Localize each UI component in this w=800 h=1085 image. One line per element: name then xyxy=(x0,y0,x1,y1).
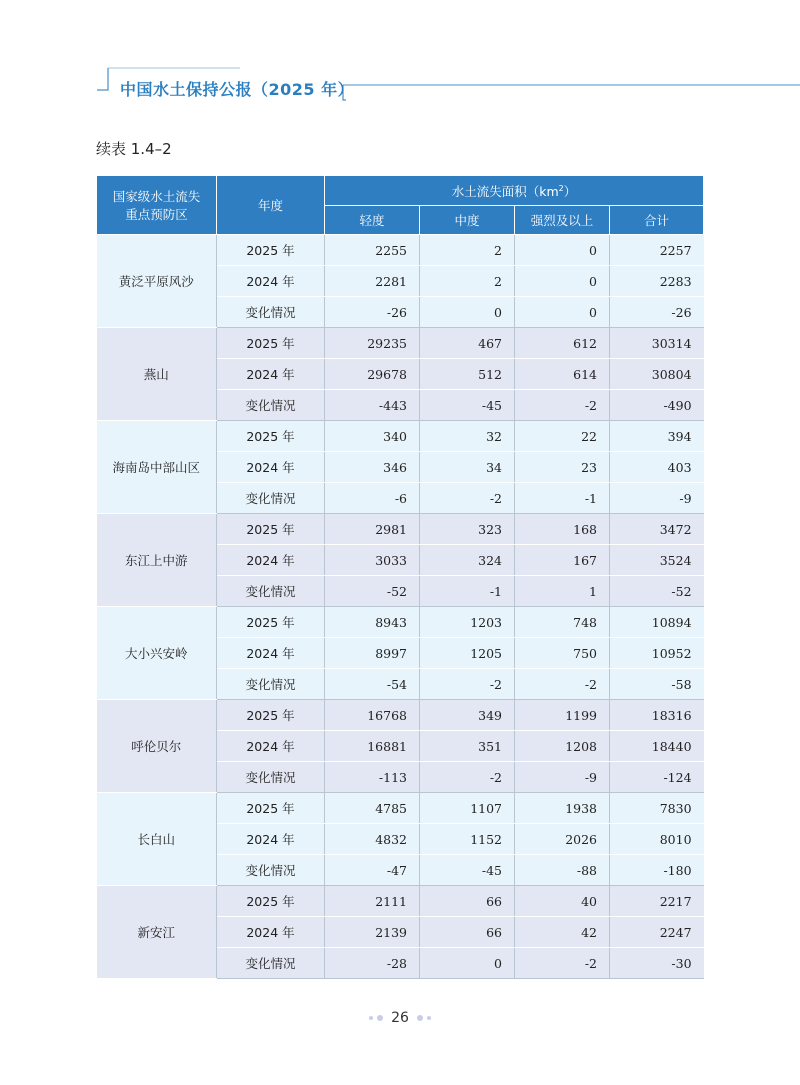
value-cell: -30 xyxy=(610,948,704,979)
value-cell: -6 xyxy=(325,483,420,514)
value-cell: 0 xyxy=(515,235,610,266)
value-cell: 2283 xyxy=(610,266,704,297)
year-cell: 2024 年 xyxy=(217,824,325,855)
value-cell: -2 xyxy=(420,483,515,514)
value-cell: 8010 xyxy=(610,824,704,855)
value-cell: 23 xyxy=(515,452,610,483)
year-cell: 2025 年 xyxy=(217,514,325,545)
region-cell: 长白山 xyxy=(97,793,217,886)
value-cell: -113 xyxy=(325,762,420,793)
value-cell: 66 xyxy=(420,886,515,917)
year-cell: 2024 年 xyxy=(217,359,325,390)
dot-icon xyxy=(417,1015,423,1021)
value-cell: -1 xyxy=(515,483,610,514)
value-cell: 16881 xyxy=(325,731,420,762)
table-row xyxy=(97,607,704,638)
value-cell: 1208 xyxy=(515,731,610,762)
value-cell: -2 xyxy=(420,669,515,700)
region-cell: 呼伦贝尔 xyxy=(97,700,217,793)
value-cell: 4832 xyxy=(325,824,420,855)
dot-icon xyxy=(377,1015,383,1021)
value-cell: 167 xyxy=(515,545,610,576)
table-row xyxy=(97,421,704,452)
year-cell: 变化情况 xyxy=(217,390,325,421)
year-cell: 变化情况 xyxy=(217,576,325,607)
value-cell: -52 xyxy=(610,576,704,607)
value-cell: 32 xyxy=(420,421,515,452)
year-cell: 2024 年 xyxy=(217,638,325,669)
value-cell: 1203 xyxy=(420,607,515,638)
value-cell: 2026 xyxy=(515,824,610,855)
value-cell: 18316 xyxy=(610,700,704,731)
value-cell: 2139 xyxy=(325,917,420,948)
value-cell: 1152 xyxy=(420,824,515,855)
value-cell: 30314 xyxy=(610,328,704,359)
table-row xyxy=(97,328,704,359)
value-cell: 750 xyxy=(515,638,610,669)
year-cell: 2025 年 xyxy=(217,328,325,359)
value-cell: -26 xyxy=(325,297,420,328)
value-cell: 346 xyxy=(325,452,420,483)
year-cell: 变化情况 xyxy=(217,762,325,793)
value-cell: -54 xyxy=(325,669,420,700)
value-cell: 349 xyxy=(420,700,515,731)
value-cell: 29678 xyxy=(325,359,420,390)
value-cell: 340 xyxy=(325,421,420,452)
value-cell: 40 xyxy=(515,886,610,917)
value-cell: 394 xyxy=(610,421,704,452)
year-cell: 变化情况 xyxy=(217,855,325,886)
year-cell: 2025 年 xyxy=(217,793,325,824)
running-header xyxy=(0,60,800,110)
table-row xyxy=(97,514,704,545)
region-cell: 东江上中游 xyxy=(97,514,217,607)
region-cell: 新安江 xyxy=(97,886,217,979)
year-cell: 变化情况 xyxy=(217,669,325,700)
value-cell: 324 xyxy=(420,545,515,576)
header-severe: 强烈及以上 xyxy=(515,206,610,235)
value-cell: 3472 xyxy=(610,514,704,545)
year-cell: 2025 年 xyxy=(217,421,325,452)
dot-icon xyxy=(427,1016,431,1020)
value-cell: 612 xyxy=(515,328,610,359)
year-cell: 2024 年 xyxy=(217,917,325,948)
value-cell: 10952 xyxy=(610,638,704,669)
value-cell: 2111 xyxy=(325,886,420,917)
value-cell: -9 xyxy=(610,483,704,514)
year-cell: 2024 年 xyxy=(217,452,325,483)
page-number-text: 26 xyxy=(391,1010,409,1026)
value-cell: -490 xyxy=(610,390,704,421)
header-region-line1: 国家级水土流失 xyxy=(112,189,201,204)
year-cell: 2024 年 xyxy=(217,266,325,297)
value-cell: -1 xyxy=(420,576,515,607)
value-cell: 323 xyxy=(420,514,515,545)
table-body xyxy=(97,235,704,979)
value-cell: 0 xyxy=(420,297,515,328)
table-row xyxy=(97,235,704,266)
table-row xyxy=(97,886,704,917)
value-cell: 2217 xyxy=(610,886,704,917)
table-caption: 续表 1.4–2 xyxy=(96,140,172,158)
value-cell: 2255 xyxy=(325,235,420,266)
value-cell: 467 xyxy=(420,328,515,359)
value-cell: 4785 xyxy=(325,793,420,824)
header-total: 合计 xyxy=(610,206,704,235)
year-cell: 2025 年 xyxy=(217,886,325,917)
value-cell: 403 xyxy=(610,452,704,483)
value-cell: 34 xyxy=(420,452,515,483)
value-cell: 3524 xyxy=(610,545,704,576)
header-mild: 轻度 xyxy=(325,206,420,235)
value-cell: 748 xyxy=(515,607,610,638)
header-area: 水土流失面积$(km^2)$ xyxy=(325,176,704,206)
value-cell: -180 xyxy=(610,855,704,886)
value-cell: 8997 xyxy=(325,638,420,669)
value-cell: 42 xyxy=(515,917,610,948)
value-cell: -26 xyxy=(610,297,704,328)
header-region-line2: 重点预防区 xyxy=(125,207,188,222)
value-cell: 614 xyxy=(515,359,610,390)
value-cell: 2247 xyxy=(610,917,704,948)
year-cell: 2025 年 xyxy=(217,607,325,638)
value-cell: 1199 xyxy=(515,700,610,731)
value-cell: 512 xyxy=(420,359,515,390)
region-cell: 燕山 xyxy=(97,328,217,421)
value-cell: -45 xyxy=(420,855,515,886)
value-cell: 16768 xyxy=(325,700,420,731)
table-row xyxy=(97,700,704,731)
region-cell: 大小兴安岭 xyxy=(97,607,217,700)
value-cell: 168 xyxy=(515,514,610,545)
value-cell: -58 xyxy=(610,669,704,700)
header-moderate: 中度 xyxy=(420,206,515,235)
year-cell: 变化情况 xyxy=(217,948,325,979)
year-cell: 2024 年 xyxy=(217,731,325,762)
value-cell: 7830 xyxy=(610,793,704,824)
value-cell: -2 xyxy=(515,948,610,979)
region-cell: 海南岛中部山区 xyxy=(97,421,217,514)
value-cell: -124 xyxy=(610,762,704,793)
year-cell: 2024 年 xyxy=(217,545,325,576)
value-cell: 0 xyxy=(515,297,610,328)
value-cell: 1205 xyxy=(420,638,515,669)
value-cell: 2281 xyxy=(325,266,420,297)
value-cell: 2 xyxy=(420,266,515,297)
value-cell: -2 xyxy=(515,669,610,700)
value-cell: -28 xyxy=(325,948,420,979)
header-year: 年度 xyxy=(217,176,325,235)
value-cell: 3033 xyxy=(325,545,420,576)
header-title: 中国水土保持公报（2025 年） xyxy=(120,80,355,99)
value-cell: -2 xyxy=(420,762,515,793)
value-cell: -47 xyxy=(325,855,420,886)
value-cell: 30804 xyxy=(610,359,704,390)
value-cell: 22 xyxy=(515,421,610,452)
value-cell: -45 xyxy=(420,390,515,421)
value-cell: -2 xyxy=(515,390,610,421)
value-cell: 2 xyxy=(420,235,515,266)
region-cell: 黄泛平原风沙 xyxy=(97,235,217,328)
value-cell: 351 xyxy=(420,731,515,762)
value-cell: 1107 xyxy=(420,793,515,824)
value-cell: -443 xyxy=(325,390,420,421)
value-cell: 1938 xyxy=(515,793,610,824)
value-cell: -88 xyxy=(515,855,610,886)
value-cell: 18440 xyxy=(610,731,704,762)
value-cell: -52 xyxy=(325,576,420,607)
value-cell: 8943 xyxy=(325,607,420,638)
value-cell: 1 xyxy=(515,576,610,607)
value-cell: 66 xyxy=(420,917,515,948)
value-cell: 10894 xyxy=(610,607,704,638)
year-cell: 变化情况 xyxy=(217,483,325,514)
dot-icon xyxy=(369,1016,373,1020)
value-cell: -9 xyxy=(515,762,610,793)
table-row xyxy=(97,793,704,824)
page-number xyxy=(0,1010,800,1026)
value-cell: 2257 xyxy=(610,235,704,266)
value-cell: 0 xyxy=(420,948,515,979)
year-cell: 2025 年 xyxy=(217,235,325,266)
year-cell: 变化情况 xyxy=(217,297,325,328)
year-cell: 2025 年 xyxy=(217,700,325,731)
value-cell: 0 xyxy=(515,266,610,297)
header-region xyxy=(97,176,217,235)
value-cell: 2981 xyxy=(325,514,420,545)
erosion-table xyxy=(96,175,704,979)
value-cell: 29235 xyxy=(325,328,420,359)
